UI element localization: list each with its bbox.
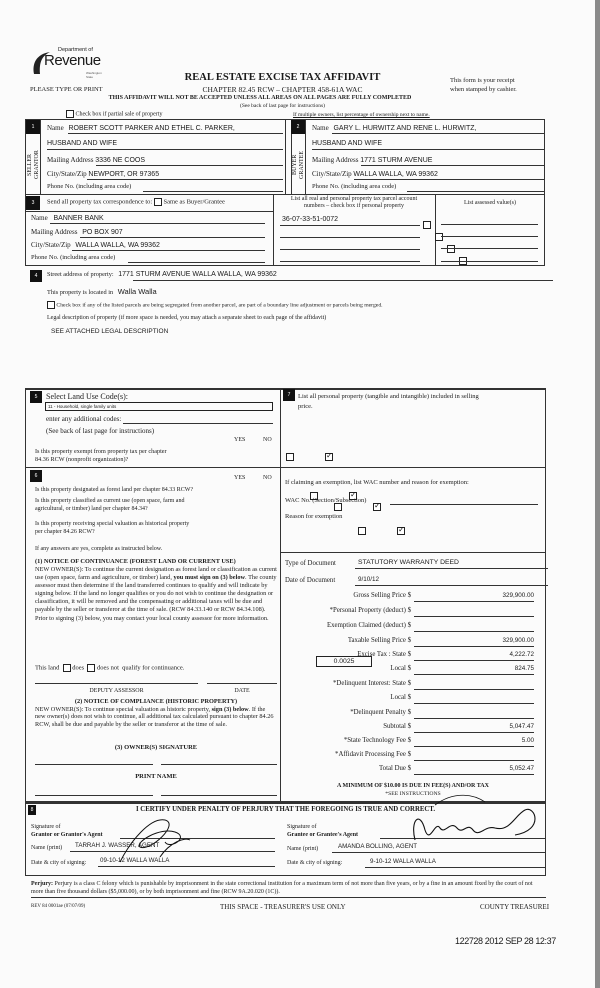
legal-desc-value[interactable]: SEE ATTACHED LEGAL DESCRIPTION [51,328,169,335]
additional-codes-label: enter any additional codes: [46,415,122,423]
does-not-checkbox[interactable] [87,664,95,672]
owner-signature-line-2[interactable] [161,764,277,765]
tax-row-value[interactable]: 329,900.00 [414,592,534,602]
corr-phone-field[interactable] [31,254,115,261]
tax-row [280,592,546,604]
tax-row [280,637,546,649]
buyer-city-label: City/State/Zip [312,170,352,178]
parcel-number-1[interactable]: 36-07-33-51-0072 [282,216,339,223]
designation-no-header: NO [263,475,272,481]
tax-row [280,751,546,763]
street-address-value: 1771 STURM AVENUE WALLA WALLA, WA 99362 [118,271,277,278]
partial-sale-row [66,110,162,118]
please-type-text: PLEASE TYPE OR PRINT [30,86,103,93]
seller-name-field[interactable] [47,124,280,132]
corr-mailing-underline [80,237,265,238]
grantor-date-value[interactable]: 09-10-12 WALLA WALLA [100,857,170,864]
segregated-row [47,301,383,309]
assessed-underline-3[interactable] [441,248,538,249]
current-use-question [35,497,184,513]
exempt-no-header: NO [263,437,272,443]
partial-sale-checkbox[interactable] [66,110,74,118]
buyer-name-field[interactable] [312,124,476,132]
section-1-badge: 1 [26,120,40,134]
street-address-field[interactable] [47,271,277,278]
tax-divider [280,552,546,553]
tax-row [280,607,546,619]
buyer-name-line2[interactable]: HUSBAND AND WIFE [312,140,383,147]
corr-city-value: WALLA WALLA, WA 99362 [75,242,160,249]
seller-name-underline [68,133,283,134]
tax-row-value[interactable]: 329,900.00 [414,637,534,647]
this-land-label: This land [35,664,60,672]
tax-row [280,622,546,634]
local-rate-value: 0.0025 [333,658,355,665]
tax-row-value[interactable]: 5,047.47 [414,723,534,733]
buyer-city-value: WALLA WALLA, WA 99362 [353,171,438,178]
corr-city-underline [72,250,265,251]
seller-name-value: ROBERT SCOTT PARKER AND ETHEL C. PARKER, [68,125,235,132]
doc-date-value[interactable]: 9/10/12 [358,576,380,583]
notice-compliance-title: (2) NOTICE OF COMPLIANCE (HISTORIC PROPERTY) [74,698,238,705]
tax-row-label: Exemption Claimed (deduct) $ [327,622,411,629]
personal-property-label-1: List all personal property (tangible and intangible) included in selling [298,393,479,400]
receipt-note-2: when stamped by cashier. [450,86,517,93]
grantor-date-label: Date & city of signing: [31,860,87,866]
located-in-field[interactable] [47,287,157,296]
seller-name2-underline [47,149,283,150]
grantee-sig-label-1: Signature of [287,824,317,830]
designation-yes-header: YES [234,475,246,481]
buyer-mailing-label: Mailing Address [312,156,359,164]
if-yes-note: If any answers are yes, complete as instructed below. [35,546,163,552]
doc-date-underline [355,585,548,586]
located-in-label: This property is located in [47,289,114,296]
land-use-selected-value: 11 - Household, single family units [48,404,117,409]
instructions-note: (See back of last page for instructions) [240,103,325,109]
personal-property-checkbox-3[interactable] [447,245,455,253]
tax-row [280,723,546,735]
tax-row-label: Excise Tax : State $ [357,651,411,658]
notice-continuance-text [35,566,277,623]
form-number: REV 84 0001ae (07/07/09) [31,904,86,909]
seller-phone-field[interactable] [47,183,131,190]
qualify-label: qualify for continuance. [122,664,185,672]
corr-name-label: Name [31,214,48,222]
doc-type-underline [355,568,548,569]
grantor-sig-label [31,823,103,839]
grantor-sig-label-2: Grantor or Grantor's Agent [31,832,103,838]
tax-row-label: *Personal Property (deduct) $ [329,607,411,614]
exemption-reason-input[interactable] [285,524,540,549]
seller-buyer-divider [285,119,286,194]
buyer-mailing-underline [361,165,544,166]
corr-name-underline [50,223,265,224]
grantee-date-underline [365,867,545,868]
doc-type-label: Type of Document [285,560,336,567]
receipt-note-1: This form is your receipt [450,77,515,84]
assessed-underline-2[interactable] [441,236,538,237]
additional-codes-underline [123,423,273,424]
see-instructions: *SEE INSTRUCTIONS [385,791,441,797]
seller-city-underline [87,179,283,180]
parcels-header [274,196,434,210]
assessed-underline-1[interactable] [441,224,538,225]
partial-sale-label: Check box if partial sale of property [75,111,163,118]
perjury-bold: Perjury: [31,881,53,887]
assessor-date-line[interactable] [207,683,277,684]
grantee-sig-label-2: Grantee or Grantee's Agent [287,832,359,838]
form-chapter: CHAPTER 82.45 RCW – CHAPTER 458-61A WAC [202,85,363,94]
grantor-signature-icon [110,812,200,867]
current-use-no-checkbox[interactable] [373,503,381,511]
buyer-name-label: Name [312,124,329,132]
section-5-badge: 5 [30,391,42,403]
section-7-divider [280,467,546,468]
additional-codes-field[interactable] [46,415,121,423]
segregated-label: Check box if any of the listed parcels are being segregated from another parcel, are part of a boundary line adjustment or parcels being merged. [56,302,383,309]
tax-row-label: Taxable Selling Price $ [347,637,411,644]
tax-row-value[interactable]: 4,222.72 [414,651,534,661]
tax-row-value[interactable]: 5,052.47 [414,765,534,775]
tax-row-value[interactable] [414,694,534,704]
corr-mailing-label: Mailing Address [31,228,78,236]
buyer-mailing-value: 1771 STURM AVENUE [360,157,433,164]
notice-continuance-title: (1) NOTICE OF CONTINUANCE (FOREST LAND OR CURRENT USE) [35,558,236,565]
exempt-question-2: 84.36 RCW (nonprofit organization)? [35,456,129,463]
corr-phone-underline [128,262,265,263]
section-7-badge: 7 [283,389,295,401]
parties-divider [25,194,545,195]
tax-row-label: Gross Selling Price $ [353,592,411,599]
notice-compliance-bold: sign (3) below [211,706,249,713]
personal-property-checkbox-2[interactable] [435,233,443,241]
corr-mailing-value: PO BOX 907 [82,229,123,236]
notice-continuance-text-a: NEW OWNER(S): To continue the current designation as forest land or classification as current use (open space, farm and agriculture, or timber) land, [35,566,277,582]
exempt-question-1: Is this property exempt from property tax per chapter [35,448,167,455]
continuance-row [35,664,184,672]
parcel-underline-3[interactable] [280,249,420,250]
minimum-note: A MINIMUM OF $10.00 IS DUE IN FEE(S) AND/OR TAX [337,783,489,789]
form-title: REAL ESTATE EXCISE TAX AFFIDAVIT [184,72,381,83]
tax-row-label: Subtotal $ [383,723,411,730]
buyer-label: BUYER [292,154,298,176]
parcel-underline-1 [280,225,420,226]
grantee-label: GRANTEE [299,151,305,179]
seller-phone-underline [143,191,283,192]
does-not-label: does not [97,664,119,672]
parcel-underline-2[interactable] [280,237,420,238]
buyer-name-value: GARY L. HURWITZ AND RENE L. HURWITZ, [333,125,477,132]
exempt-question [35,448,167,464]
seller-phone-label: Phone No. (including area code) [47,183,132,190]
buyer-city-underline [354,179,544,180]
same-as-buyer-checkbox[interactable] [154,198,162,206]
cashier-stamp: 122728 2012 SEP 28 12:37 [455,936,556,946]
section-4-badge: 4 [30,270,42,282]
personal-property-checkbox-1[interactable] [423,221,431,229]
grantee-sig-label [287,823,358,839]
does-checkbox[interactable] [63,664,71,672]
tax-row [280,737,546,749]
tax-row-label: Total Due $ [379,765,411,772]
current-use-question-1: Is this property classified as current use (open space, farm and [35,498,185,504]
section-2-badge: 2 [291,120,305,134]
buyer-mailing-field[interactable] [312,156,432,164]
street-address-underline [133,280,553,281]
personal-property-list[interactable] [285,413,540,468]
does-label: does [72,664,85,672]
grantee-signature-icon [395,790,545,850]
buyer-side-label [292,140,304,190]
multiple-owners-note: If multiple owners, list percentage of ownership next to name. [293,112,430,118]
tax-row [280,694,546,706]
seller-label: SELLER [27,154,33,176]
grantee-name-label: Name (print) [287,846,319,852]
located-in-value: Walla Walla [117,287,157,296]
logo-top-text: Department of [58,47,93,53]
parcels-header-2: numbers – check box if personal property [304,203,404,209]
grantor-name-label: Name (print) [31,845,63,851]
historical-question-2: per chapter 84.26 RCW? [35,529,95,535]
seller-city-field[interactable] [47,170,159,178]
current-use-yes-checkbox[interactable] [334,503,342,511]
grantor-sig-label-1: Signature of [31,824,61,830]
grantee-name-underline [332,852,545,853]
buyer-city-field[interactable] [312,170,438,178]
parcels-header-1: List all real and personal property tax parcel account [290,196,418,202]
tax-row-value[interactable] [414,622,534,632]
seller-city-value: NEWPORT, OR 97365 [88,171,160,178]
tax-row-label: *Delinquent Penalty $ [350,709,411,716]
personal-property-label [298,392,479,412]
exemption-label: If claiming an exemption, list WAC number and reason for exemption: [285,479,469,486]
notice-compliance-text [35,706,277,728]
buyer-phone-underline [407,191,544,192]
assessor-date-label: DATE [234,688,250,694]
forest-land-question: Is this property designated as forest land per chapter 84.33 RCW? [35,487,194,493]
seller-side-label [27,140,39,190]
notice-compliance-text-b: . If the new owner(s) does not wish to continue, all additional tax calculated pursuant to chapter 84.26 RCW, shall be due and payable by the seller or transferor at the time of sale. [35,706,274,728]
tax-row-value[interactable]: 5.00 [414,737,534,747]
tax-row-value[interactable]: 824.75 [414,665,534,675]
local-rate-box[interactable] [316,656,372,667]
dor-logo [30,47,100,79]
certify-statement: I CERTIFY UNDER PENALTY OF PERJURY THAT THE FOREGOING IS TRUE AND CORRECT. [135,806,436,813]
section-6-badge: 6 [30,470,42,482]
exempt-yes-header: YES [234,437,246,443]
same-as-buyer-label: Same as Buyer/Grantee [163,198,225,206]
perjury-notice [31,880,546,896]
legal-desc-label: Legal description of property (if more space is needed, you may attach a separate sheet to each page of the affidavit) [47,315,327,321]
seller-mailing-label: Mailing Address [47,156,94,164]
section-8-badge: 8 [28,805,36,815]
county-treasurer: COUNTY TREASUREI [480,903,550,911]
notice-continuance-bold: you must sign on (3) below [173,574,246,582]
treasurer-space: THIS SPACE - TREASURER'S USE ONLY [220,903,346,911]
wac-number-label: WAC No. (Section/Subsection) [285,497,367,504]
tax-row-label: *Delinquent Interest: State $ [333,680,411,687]
tax-row-label: Local $ [390,694,411,701]
corr-city-label: City/State/Zip [31,241,71,249]
grantee-date-value[interactable]: 9-10-12 WALLA WALLA [370,858,436,865]
logo-main-text: Revenue [44,52,101,69]
tax-row-label: *Affidavit Processing Fee $ [335,751,411,758]
seller-mailing-field[interactable] [47,156,145,164]
corr-name-value: BANNER BANK [53,215,104,222]
warning-text: THIS AFFIDAVIT WILL NOT BE ACCEPTED UNLESS ALL AREAS ON ALL PAGES ARE FULLY COMPLETED [108,95,412,101]
correspondence-row [47,198,225,206]
scan-edge [595,0,600,988]
doc-type-value[interactable]: STATUTORY WARRANTY DEED [358,559,459,566]
current-use-question-2: agricultural, or timber) land per chapter 84.34? [35,506,148,512]
tax-row [280,680,546,692]
perjury-underline [31,897,546,898]
logo-sub-text: Washington State [86,71,102,79]
tax-row-label: *State Technology Fee $ [343,737,411,744]
grantee-name-value[interactable]: AMANDA BOLLING, AGENT [338,843,418,850]
seller-name-line2[interactable]: HUSBAND AND WIFE [47,140,118,147]
doc-date-label: Date of Document [285,577,336,584]
assessed-underline-4[interactable] [441,261,538,262]
land-use-label: Select Land Use Code(s): [46,392,128,401]
personal-property-label-2: price. [298,403,313,410]
owner-signature-label: (3) OWNER(S) SIGNATURE [114,744,198,751]
grantee-date-label: Date & city of signing: [287,860,343,866]
segregated-checkbox[interactable] [47,301,55,309]
seller-name-label: Name [47,124,64,132]
print-name-label: PRINT NAME [135,773,177,780]
corr-phone-label: Phone No. (including area code) [31,254,116,261]
buyer-name-underline [332,133,544,134]
corr-mailing-field[interactable] [31,228,123,236]
corr-name-field[interactable] [31,214,104,222]
exemption-reason-label: Reason for exemption [285,513,343,520]
buyer-name2-underline [312,149,544,150]
historical-question [35,520,189,536]
wac-number-input[interactable] [390,504,538,505]
buyer-phone-label: Phone No. (including area code) [312,183,397,190]
land-use-select[interactable] [45,402,273,411]
perjury-text: Perjury is a class C felony which is punishable by imprisonment in the state correctional institution for a maximum term of not more than five years, or by a fine in an amount fixed by the court of not more than five thousand dollars ($5,000.00), or by both imprisonment and fine (RCW 9A.20.020 (1C)). [31,881,533,895]
see-back-note: (See back of last page for instructions) [46,427,155,435]
tax-row [280,709,546,721]
seller-city-label: City/State/Zip [47,170,87,178]
corr-city-field[interactable] [31,241,160,249]
buyer-phone-field[interactable] [312,183,396,190]
section-5-6-divider [25,467,281,468]
notice-compliance-text-a: NEW OWNER(S): To continue special valuation as historic property, [35,706,212,713]
assessed-header: List assessed value(s) [464,200,516,206]
tax-row-label: Local $ [390,665,411,672]
owner-signature-line-1[interactable] [35,764,153,765]
deputy-assessor-line[interactable] [35,683,198,684]
grantor-name-value[interactable]: TARRAH J. WASSER, AGENT [75,842,160,849]
deputy-assessor-label: DEPUTY ASSESSOR [89,688,144,694]
tax-row [280,765,546,777]
tax-row-value[interactable] [414,680,534,690]
street-address-label: Street address of property: [47,271,114,278]
parcel-underline-4[interactable] [280,261,420,262]
tax-row-value[interactable] [414,607,534,617]
grantor-label: GRANTOR [34,150,40,180]
tax-row-value[interactable] [414,751,534,761]
section3-divider [25,211,273,212]
section-3-badge: 3 [26,196,40,210]
seller-mailing-value: 3336 NE COOS [95,157,146,164]
historical-question-1: Is this property receiving special valuation as historical property [35,521,190,527]
seller-mailing-underline [96,165,283,166]
print-name-line-2[interactable] [161,795,277,796]
print-name-line-1[interactable] [35,795,153,796]
correspondence-label: Send all property tax correspondence to: [47,198,153,206]
notice-continuance-text-b: . The county assessor must then determine if the land transferred continues to qualify and will indicate by signing below. If the land no longer qualifies or you do not wish to continue the designation or classification, it will be removed and the compensating or additional taxes will be due and payable by the seller or transferor at the time of sale. (RCW 84.33.140 or RCW 84.34.108). Prior to signing (3) below, you may contact your local county assessor for more information. [35,574,277,622]
tax-row-value[interactable] [414,709,534,719]
